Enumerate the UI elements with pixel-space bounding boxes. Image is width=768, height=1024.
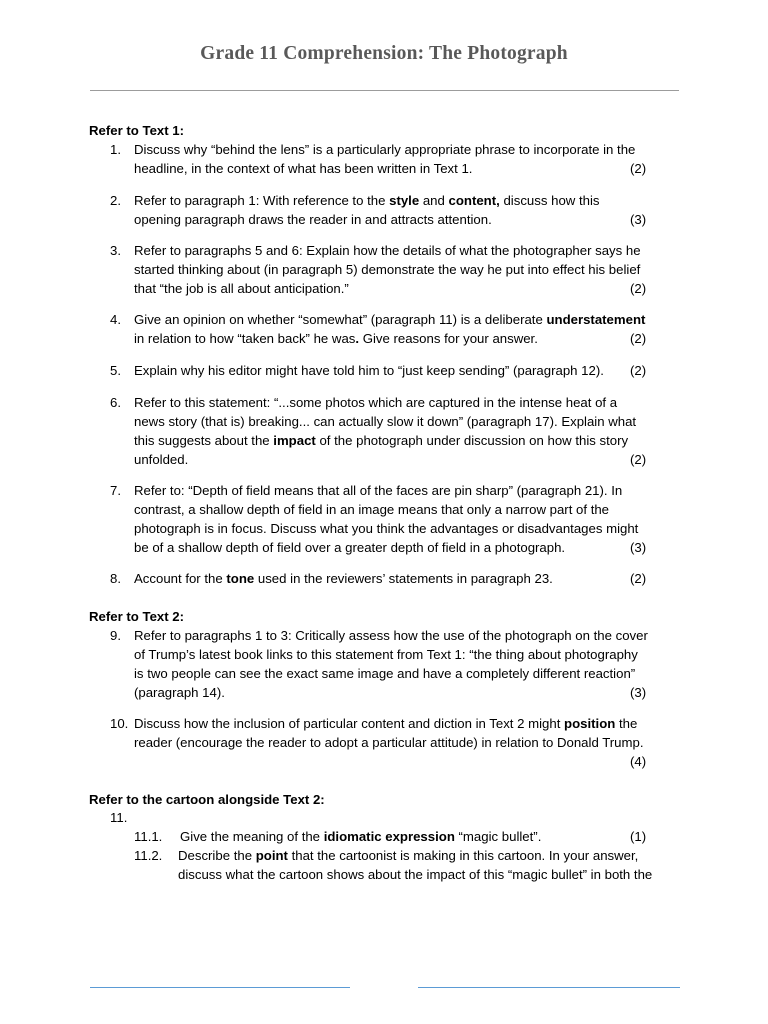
question-marks: (3) xyxy=(630,212,647,227)
question-marks: (1) xyxy=(630,829,647,844)
question-text: Discuss why “behind the lens” is a particularly appropriate phrase to incorporate in the headline, in the context of what has been written in Text 1. xyxy=(134,142,636,176)
question-text: Refer to paragraphs 5 and 6: Explain how the details of what the photographer says he started thinking about (in paragraph 5) demonstrate the way he put into effect his belief that “the job is all about anticipation.” xyxy=(134,243,641,296)
question-number: 6. xyxy=(110,395,121,410)
question-6 xyxy=(110,393,650,469)
question-marks: (2) xyxy=(630,331,647,346)
question-number: 3. xyxy=(110,243,121,258)
question-marks: (2) xyxy=(630,281,647,296)
question-number: 2. xyxy=(110,193,121,208)
subquestion-number: 11.2. xyxy=(134,848,163,863)
question-7 xyxy=(110,481,650,557)
question-number: 11. xyxy=(110,810,128,825)
section-heading-text2: Refer to Text 2: xyxy=(89,609,185,624)
question-text: Discuss how the inclusion of particular content and diction in Text 2 might position the reader (encourage the reader to adopt a particular attitude) in relation to Donald Trump. xyxy=(134,716,644,750)
question-number: 8. xyxy=(110,571,121,586)
question-text: Refer to paragraphs 1 to 3: Critically assess how the use of the photograph on the cover of Trump’s latest book links to this statement from Text 1: “the thing about photography is two people can see the exact same image and have a completely different reaction” (paragraph 14). xyxy=(134,628,648,700)
question-5 xyxy=(110,361,650,380)
question-9 xyxy=(110,626,650,702)
title-divider xyxy=(90,90,679,91)
question-number: 5. xyxy=(110,363,121,378)
question-2 xyxy=(110,191,650,229)
question-number: 10. xyxy=(110,716,129,731)
question-text: Refer to this statement: “...some photos which are captured in the intense heat of a news story (that is) breaking... can actually slow it down” (paragraph 17). Explain what this suggests about the impact of the photograph under discussion on how this story unfolded. xyxy=(134,395,637,467)
question-text: Refer to paragraph 1: With reference to the style and content, discuss how this opening paragraph draws the reader in and attracts attention. xyxy=(134,193,600,227)
question-number: 9. xyxy=(110,628,121,643)
question-text: Account for the tone used in the reviewers’ statements in paragraph 23. xyxy=(134,571,553,586)
footer-rule-left xyxy=(90,987,350,988)
subquestion-11-2-text: Describe the point that the cartoonist is making in this cartoon. In your answer, discuss what the cartoon shows about the impact of this “magic bullet” in both the xyxy=(178,848,653,882)
question-8 xyxy=(110,569,650,588)
section-heading-text1: Refer to Text 1: xyxy=(89,123,185,138)
question-number: 1. xyxy=(110,142,121,157)
question-marks: (2) xyxy=(630,571,647,586)
question-text: Refer to: “Depth of field means that all of the faces are pin sharp” (paragraph 21). In contrast, a shallow depth of field in an image means that only a narrow part of the photograph is in focus. Discuss what you think the advantages or disadvantages might be of a shallow depth of field over a greater depth of field in a photograph. xyxy=(134,483,639,555)
question-1 xyxy=(110,140,650,178)
question-text: Give an opinion on whether “somewhat” (paragraph 11) is a deliberate understatement in relation to how “taken back” he was. Give reasons for your answer. xyxy=(134,312,646,346)
question-marks: (2) xyxy=(630,452,647,467)
question-3 xyxy=(110,241,650,298)
question-marks: (2) xyxy=(630,161,647,176)
question-text: Explain why his editor might have told him to “just keep sending” (paragraph 12). xyxy=(134,363,604,378)
question-number: 7. xyxy=(110,483,121,498)
section-heading-cartoon: Refer to the cartoon alongside Text 2: xyxy=(89,792,325,807)
footer-rule-right xyxy=(418,987,680,988)
subquestion-11-1-text: Give the meaning of the idiomatic expression “magic bullet”. xyxy=(180,829,542,844)
question-4 xyxy=(110,310,650,348)
page-title: Grade 11 Comprehension: The Photograph xyxy=(200,43,568,64)
subquestion-number: 11.1. xyxy=(134,829,163,844)
question-marks: (3) xyxy=(630,540,647,555)
question-10 xyxy=(110,714,650,752)
question-marks: (2) xyxy=(630,363,647,378)
question-number: 4. xyxy=(110,312,121,327)
question-marks: (3) xyxy=(630,685,647,700)
question-marks: (4) xyxy=(630,754,647,769)
